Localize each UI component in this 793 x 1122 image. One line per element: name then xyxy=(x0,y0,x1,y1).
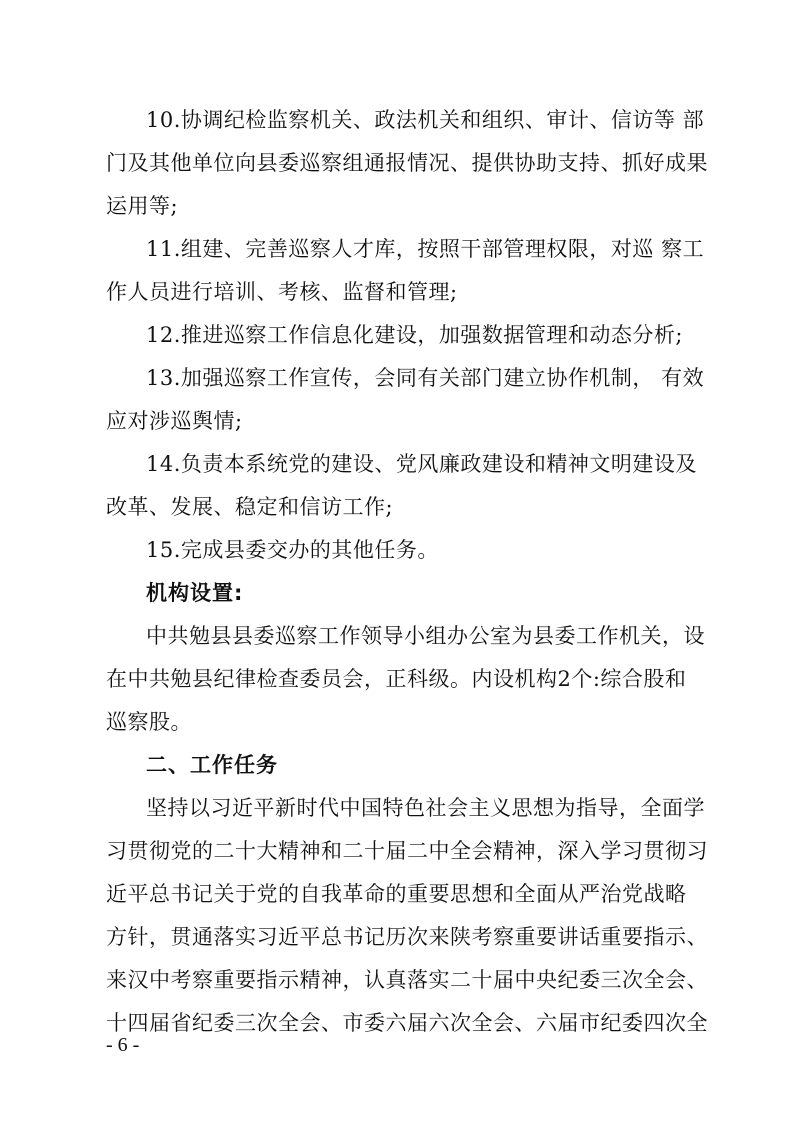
duty-13-line-2: 应对涉巡舆情; xyxy=(106,409,243,433)
section-heading: 二、工作任务 xyxy=(146,753,278,777)
section-line-3: 近平总书记关于党的自我革命的重要思想和全面从严治党战略 xyxy=(106,882,687,906)
section-line-5: 来汉中考察重要指示精神，认真落实二十届中央纪委三次全会、 xyxy=(106,968,708,992)
section-line-4: 方针，贯通落实习近平总书记历次来陕考察重要讲话重要指示、 xyxy=(106,925,708,949)
section-line-2: 习贯彻党的二十大精神和二十届二中全会精神，深入学习贯彻习 xyxy=(106,839,708,863)
duty-11-line-2: 作人员进行培训、考核、监督和管理; xyxy=(106,280,458,304)
duty-11-line-1: 11.组建、完善巡察人才库，按照干部管理权限，对巡 察工 xyxy=(146,237,705,261)
section-line-1: 坚持以习近平新时代中国特色社会主义思想为指导，全面学 xyxy=(146,796,705,820)
org-heading: 机构设置: xyxy=(146,581,244,605)
duty-14-line-2: 改革、发展、稳定和信访工作; xyxy=(106,495,394,519)
duty-13-line-1: 13.加强巡察工作宣传，会同有关部门建立协作机制， 有效 xyxy=(146,366,705,390)
duty-10-line-3: 运用等; xyxy=(106,194,179,218)
org-line-1: 中共勉县县委巡察工作领导小组办公室为县委工作机关，设 xyxy=(146,624,705,648)
org-line-3: 巡察股。 xyxy=(106,710,192,734)
duty-10-line-1: 10.协调纪检监察机关、政法机关和组织、审计、信访等 部 xyxy=(146,108,705,132)
section-line-6: 十四届省纪委三次全会、市委六届六次全会、六届市纪委四次全 xyxy=(106,1011,708,1035)
duty-12-line-1: 12.推进巡察工作信息化建设，加强数据管理和动态分析; xyxy=(146,323,683,347)
org-line-2: 在中共勉县纪律检查委员会，正科级。内设机构2个:综合股和 xyxy=(106,667,687,691)
page-number: - 6 - xyxy=(106,1034,140,1056)
duty-10-line-2: 门及其他单位向县委巡察组通报情况、提供协助支持、抓好成果 xyxy=(106,151,708,175)
duty-15-line-1: 15.完成县委交办的其他任务。 xyxy=(146,538,439,562)
duty-14-line-1: 14.负责本系统党的建设、党风廉政建设和精神文明建设及 xyxy=(146,452,697,476)
